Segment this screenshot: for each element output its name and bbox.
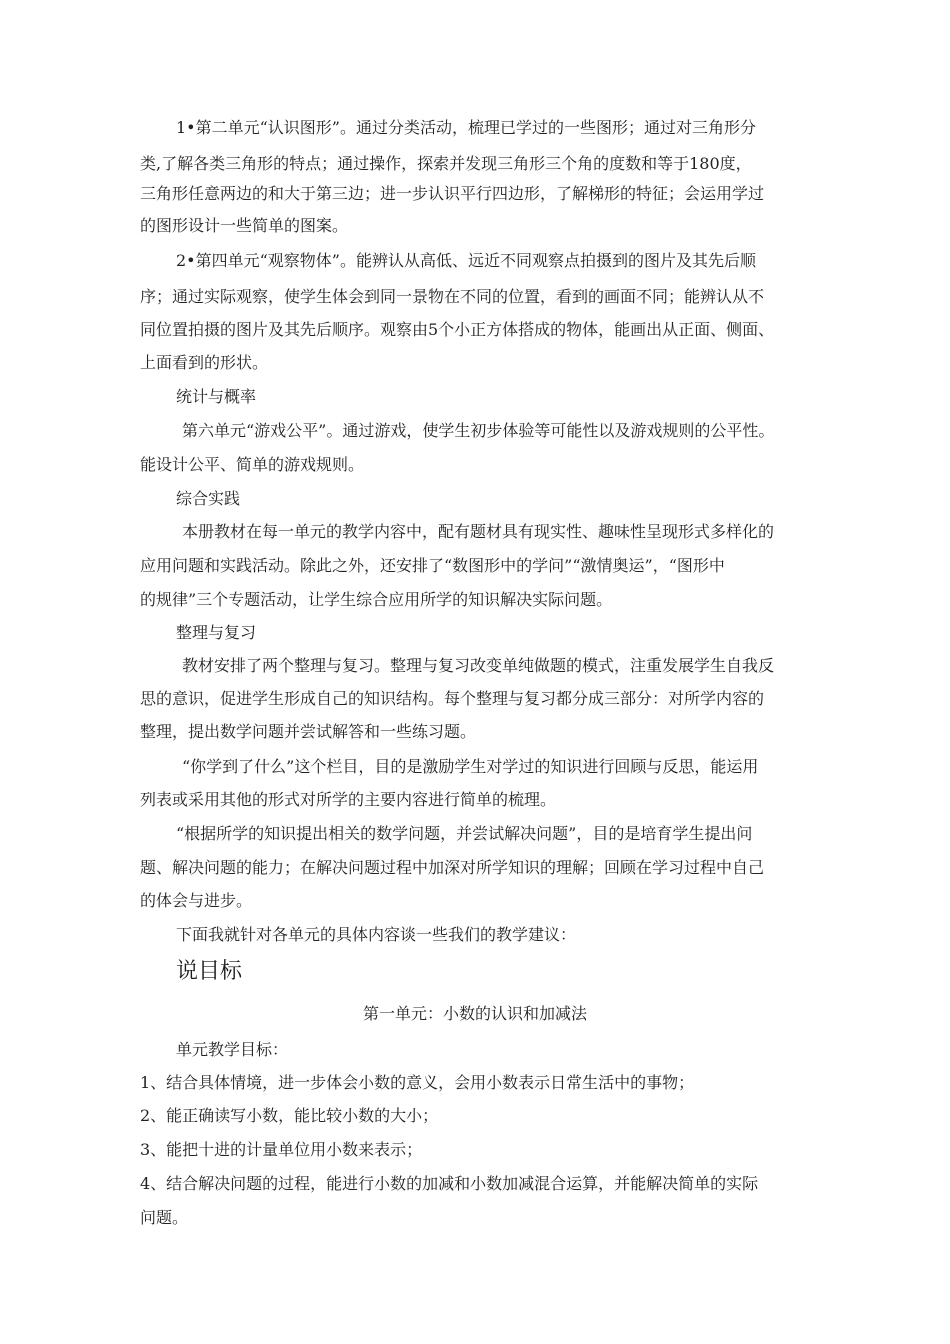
section-title: 说目标: [176, 959, 243, 984]
review-line: 整理，提出数学问题并尝试解答和一些练习题。: [140, 722, 477, 741]
review-line: 列表或采用其他的形式对所学的主要内容进行简单的梳理。: [140, 790, 557, 809]
unit2-line: 的图形设计一些简单的图案。: [140, 216, 349, 235]
goal-item: 1、结合具体情境，进一步体会小数的意义，会用小数表示日常生活中的事物；: [140, 1073, 695, 1092]
practice-line: 应用问题和实践活动。除此之外，还安排了“数图形中的学问”“激情奥运”，“图形中: [140, 556, 725, 575]
goal-item-cont: 问题。: [140, 1208, 189, 1227]
unit4-line: 序；通过实际观察，使学生体会到同一景物在不同的位置，看到的画面不同；能辨认从不: [140, 287, 765, 306]
unit2-line: 1•第二单元“认识图形”。通过分类活动，梳理已学过的一些图形；通过对三角形分: [176, 118, 756, 137]
stats-heading: 统计与概率: [176, 387, 257, 406]
practice-heading: 综合实践: [176, 489, 241, 508]
unit2-line: 类,了解各类三角形的特点；通过操作，探索并发现三角形三个角的度数和等于180度，: [140, 154, 752, 173]
goal-item: 2、能正确读写小数，能比较小数的大小；: [140, 1106, 439, 1125]
unit2-line: 三角形任意两边的和大于第三边；进一步认识平行四边形，了解梯形的特征；会运用学过: [140, 184, 765, 203]
goal-item: 4、结合解决问题的过程，能进行小数的加减和小数加减混合运算，并能解决简单的实际: [140, 1174, 759, 1193]
unit4-line: 2•第四单元“观察物体”。能辨认从高低、远近不同观察点拍摄到的图片及其先后顺: [176, 251, 756, 270]
review-line: 题、解决问题的能力；在解决问题过程中加深对所学知识的理解；回顾在学习过程中自己: [140, 858, 765, 877]
goals-label: 单元教学目标：: [176, 1040, 289, 1059]
unit-title: 第一单元：小数的认识和加减法: [362, 1004, 587, 1023]
stats-line: 能设计公平、简单的游戏规则。: [140, 455, 365, 474]
review-line: “根据所学的知识提出相关的数学问题，并尝试解决问题”，目的是培育学生提出问: [176, 824, 753, 843]
review-line: 教材安排了两个整理与复习。整理与复习改变单纯做题的模式，注重发展学生自我反: [182, 656, 775, 675]
practice-line: 的规律”三个专题活动，让学生综合应用所学的知识解决实际问题。: [140, 590, 613, 609]
review-heading: 整理与复习: [176, 623, 257, 642]
practice-line: 本册教材在每一单元的教学内容中，配有题材具有现实性、趣味性呈现形式多样化的: [182, 522, 775, 541]
goal-item: 3、能把十进的计量单位用小数来表示；: [140, 1140, 423, 1159]
review-line: 思的意识，促进学生形成自己的知识结构。每个整理与复习都分成三部分：对所学内容的: [140, 689, 765, 708]
review-line: 的体会与进步。: [140, 891, 253, 910]
unit4-line: 上面看到的形状。: [140, 353, 269, 372]
review-line: “你学到了什么”这个栏目，目的是激励学生对学过的知识进行回顾与反思，能运用: [182, 757, 759, 776]
stats-line: 第六单元“游戏公平”。通过游戏，使学生初步体验等可能性以及游戏规则的公平性。: [182, 421, 775, 440]
unit4-line: 同位置拍摄的图片及其先后顺序。观察由5个小正方体搭成的物体，能画出从正面、侧面、: [140, 320, 775, 339]
review-line: 下面我就针对各单元的具体内容谈一些我们的教学建议：: [176, 925, 577, 944]
